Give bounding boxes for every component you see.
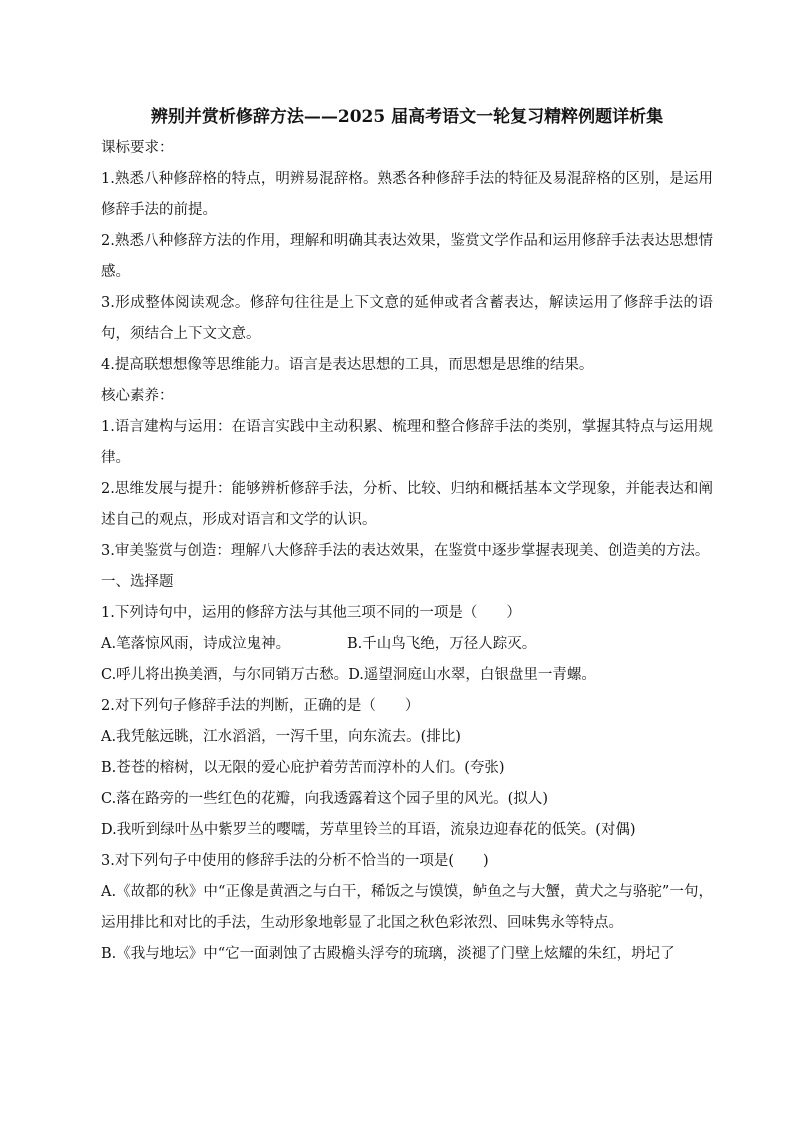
section-heading-literacy: 核心素养： — [101, 388, 174, 404]
question-3-option-b: B.《我与地坛》中“它一面剥蚀了古殿檐头浮夸的琉璃，淡褪了门壁上炫耀的朱红，坍圮了 — [101, 946, 675, 962]
question-1-option-c: C.呼儿将出换美酒，与尔同销万古愁。 — [101, 667, 349, 683]
question-1-option-b: B.千山鸟飞绝，万径人踪灭。 — [347, 636, 537, 652]
section-heading-choice: 一、选择题 — [101, 574, 174, 590]
literacy-item: 3.审美鉴赏与创造：理解八大修辞手法的表达效果，在鉴赏中逐步掌握表现美、创造美的方法。 — [101, 543, 710, 559]
question-2-option-b: B.苍苍的榕树，以无限的爱心庇护着劳苦而淳朴的人们。(夸张) — [101, 760, 505, 776]
curriculum-item: 1.熟悉八种修辞格的特点，明辨易混辞格。熟悉各种修辞手法的特征及易混辞格的区别，是运用修辞手法的前提。 — [101, 171, 713, 218]
question-2-stem: 2.对下列句子修辞手法的判断，正确的是（ ） — [101, 698, 420, 714]
question-1-options-row-2 — [101, 660, 713, 691]
question-3-stem: 3.对下列句子中使用的修辞手法的分析不恰当的一项是( ) — [101, 853, 489, 869]
curriculum-item: 2.熟悉八种修辞方法的作用，理解和明确其表达效果，鉴赏文学作品和运用修辞手法表达思想情感。 — [101, 233, 713, 280]
question-1-options-row-1 — [101, 629, 713, 660]
question-3-option-a: A.《故都的秋》中“正像是黄酒之与白干，稀饭之与馍馍，鲈鱼之与大蟹，黄犬之与骆驼”一句，运用排比和对比的手法，生动形象地彰显了北国之秋色彩浓烈、回味隽永等特点。 — [101, 884, 713, 931]
document-content — [101, 103, 713, 970]
section-heading-curriculum: 课标要求： — [101, 140, 174, 156]
question-1-option-a: A.笔落惊风雨，诗成泣鬼神。 — [101, 636, 291, 652]
question-2-option-c: C.落在路旁的一些红色的花瓣，向我透露着这个园子里的风光。(拟人) — [101, 791, 548, 807]
document-title: 辨别并赏析修辞方法——2025 届高考语文一轮复习精粹例题详析集 — [150, 107, 664, 127]
question-2-option-d: D.我听到绿叶丛中紫罗兰的嘤嚅，芳草里铃兰的耳语，流泉边迎春花的低笑。(对偶) — [101, 822, 636, 838]
literacy-item: 2.思维发展与提升：能够辨析修辞手法，分析、比较、归纳和概括基本文学现象，并能表达和阐述自己的观点，形成对语言和文学的认识。 — [101, 481, 713, 528]
question-2-option-a: A.我凭舷远眺，江水滔滔，一泻千里，向东流去。(排比) — [101, 729, 461, 745]
curriculum-item: 3.形成整体阅读观念。修辞句往往是上下文意的延伸或者含蓄表达，解读运用了修辞手法的语句，须结合上下文文意。 — [101, 295, 713, 342]
curriculum-item: 4.提高联想想像等思维能力。语言是表达思想的工具，而思想是思维的结果。 — [101, 357, 594, 373]
question-1-stem: 1.下列诗句中，运用的修辞方法与其他三项不同的一项是（ ） — [101, 605, 521, 621]
literacy-item: 1.语言建构与运用：在语言实践中主动积累、梳理和整合修辞手法的类别，掌握其特点与运用规律。 — [101, 419, 713, 466]
question-1-option-d: D.遥望洞庭山水翠，白银盘里一青螺。 — [348, 667, 596, 683]
